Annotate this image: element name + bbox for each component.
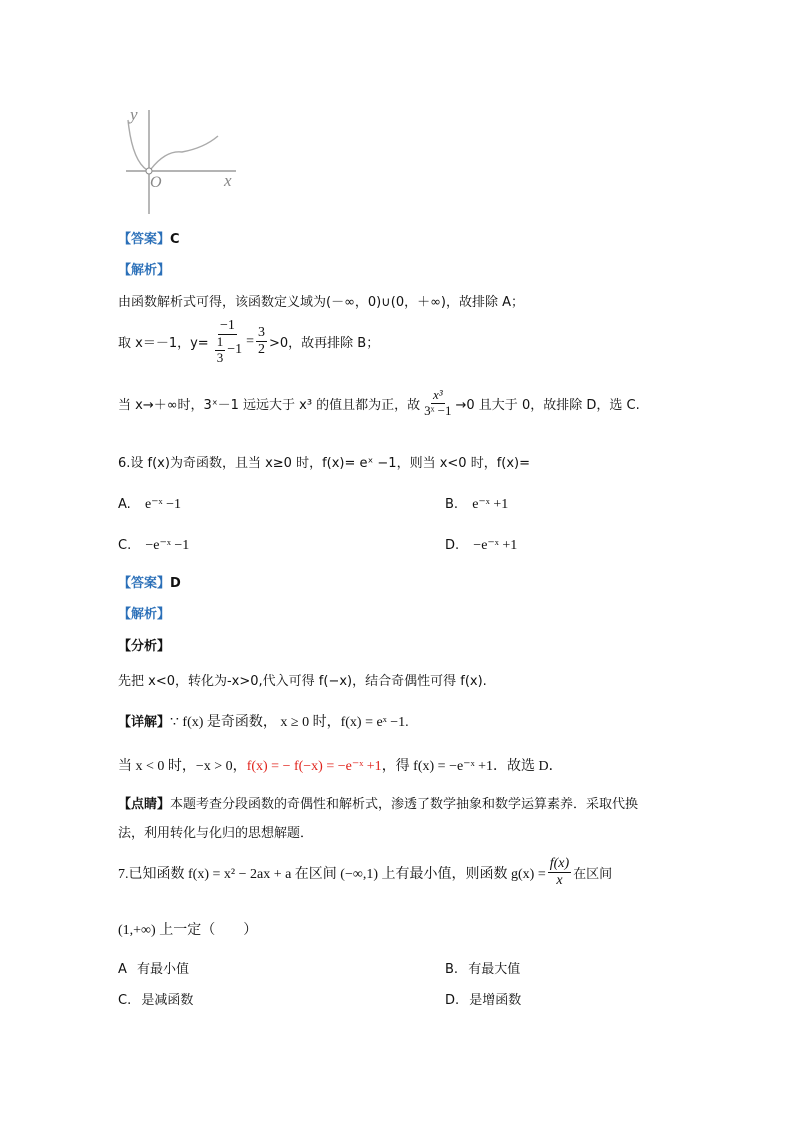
option-text: 有最大值 bbox=[468, 962, 521, 977]
xiangjie-text: ∵ f(x) 是奇函数， x ≥ 0 时，f(x) = eˣ −1. bbox=[170, 715, 409, 730]
limit-fraction bbox=[422, 388, 453, 419]
option-text: e⁻ˣ +1 bbox=[472, 497, 509, 512]
q7-stem-suffix: 在区间 bbox=[573, 867, 613, 883]
q6-option-a bbox=[118, 496, 181, 513]
curve-left-branch bbox=[128, 120, 147, 170]
fraction-denominator: x bbox=[556, 873, 563, 889]
inner-denominator: 3 bbox=[216, 350, 224, 366]
option-text: 是减函数 bbox=[141, 993, 194, 1008]
line2-suffix: >0，故再排除 B； bbox=[269, 336, 380, 352]
q6-detail-line bbox=[118, 755, 563, 775]
option-label: D. bbox=[445, 538, 460, 553]
option-text: e⁻ˣ −1 bbox=[144, 497, 181, 512]
option-text: −e⁻ˣ +1 bbox=[473, 538, 518, 553]
prev-analysis-tag: 【解析】 bbox=[118, 263, 171, 278]
prev-analysis-line2 bbox=[118, 318, 379, 366]
q6-stem: 6.设 f(x)为奇函数，且当 x≥0 时，f(x)= eˣ −1，则当 x<0 时，f(x)= bbox=[118, 456, 531, 471]
fraction-denominator: 3ˣ −1 bbox=[424, 402, 452, 418]
origin-label: O bbox=[150, 174, 162, 191]
q6-dianjing-line1 bbox=[118, 793, 638, 812]
inner-fraction bbox=[215, 335, 226, 366]
fraction-denominator bbox=[211, 335, 244, 366]
curve-right-branch bbox=[151, 136, 218, 169]
prev-analysis-line1: 由函数解析式可得，该函数定义域为(－∞，0)∪(0，＋∞)，故排除 A； bbox=[118, 295, 525, 310]
fraction-numerator: 3 bbox=[256, 325, 267, 342]
option-label: C. bbox=[118, 993, 132, 1008]
q7-stem-line2: (1,+∞) 上一定（ ） bbox=[118, 923, 258, 938]
fraction-numerator: −1 bbox=[218, 318, 237, 335]
q6-option-c bbox=[118, 537, 189, 554]
option-label: B. bbox=[445, 962, 459, 977]
answer-value: C bbox=[170, 232, 180, 247]
q7-stem bbox=[118, 856, 612, 889]
q7-fraction bbox=[548, 856, 571, 889]
detail-highlight: f(x) = − f(−x) = −e⁻ˣ +1 bbox=[246, 759, 382, 774]
q7-stem-prefix: 7.已知函数 f(x) = x² − 2ax + a 在区间 (−∞,1) 上有最小值，则函数 g(x) = bbox=[118, 866, 546, 882]
prev-analysis-line3 bbox=[118, 388, 640, 419]
function-graph bbox=[118, 100, 248, 218]
q7-option-a bbox=[118, 958, 189, 977]
complex-fraction bbox=[211, 318, 244, 366]
q7-option-d bbox=[445, 989, 521, 1008]
three-halves-fraction bbox=[256, 325, 267, 358]
option-label: D. bbox=[445, 993, 460, 1008]
q6-fenxi-text: 先把 x<0，转化为-x>0,代入可得 f(−x)，结合奇偶性可得 f(x). bbox=[118, 674, 487, 689]
detail-prefix: 当 x < 0 时，−x > 0， bbox=[118, 759, 247, 774]
prev-answer bbox=[118, 228, 180, 247]
option-label: C. bbox=[118, 538, 132, 553]
fraction-denominator: 2 bbox=[258, 342, 265, 358]
y-axis-label: y bbox=[130, 105, 138, 124]
dianjing-tag: 【点睛】 bbox=[118, 797, 171, 812]
fraction-numerator: f(x) bbox=[548, 856, 571, 873]
option-text: −e⁻ˣ −1 bbox=[145, 538, 190, 553]
fraction-numerator: x³ bbox=[433, 387, 443, 402]
answer-tag: 【答案】 bbox=[118, 576, 171, 591]
x-axis-label: x bbox=[224, 171, 232, 190]
dianjing-text: 本题考查分段函数的奇偶性和解析式，渗透了数学抽象和数学运算素养．采取代换 bbox=[170, 797, 639, 812]
q6-option-d bbox=[445, 537, 517, 554]
option-label: A. bbox=[118, 497, 131, 512]
option-label: B. bbox=[445, 497, 459, 512]
q6-answer bbox=[118, 572, 181, 591]
q7-option-c bbox=[118, 989, 193, 1008]
q6-option-b bbox=[445, 496, 508, 513]
inner-numerator: 1 bbox=[216, 334, 224, 350]
option-text: 是增函数 bbox=[469, 993, 522, 1008]
denominator-rest: −1 bbox=[227, 342, 243, 358]
line3-suffix: →0 且大于 0，故排除 D，选 C. bbox=[455, 397, 640, 413]
q6-dianjing-line2: 法，利用转化与化归的思想解题． bbox=[118, 826, 314, 841]
equals-sign: = bbox=[246, 333, 254, 349]
q6-xiangjie bbox=[118, 711, 409, 731]
answer-tag: 【答案】 bbox=[118, 232, 171, 247]
xiangjie-tag: 【详解】 bbox=[118, 715, 171, 730]
option-text: 有最小值 bbox=[137, 962, 190, 977]
line3-prefix: 当 x→＋∞时，3ˣ－1 远远大于 x³ 的值且都为正，故 bbox=[118, 397, 421, 413]
q6-fenxi-tag: 【分析】 bbox=[118, 639, 171, 654]
q7-option-b bbox=[445, 958, 520, 977]
line2-prefix: 取 x＝－1，y= bbox=[118, 336, 209, 352]
detail-suffix: ，得 f(x) = −e⁻ˣ +1．故选 D． bbox=[381, 759, 563, 774]
answer-value: D bbox=[170, 576, 181, 591]
option-label: A bbox=[118, 962, 127, 977]
q6-analysis-tag: 【解析】 bbox=[118, 607, 171, 622]
